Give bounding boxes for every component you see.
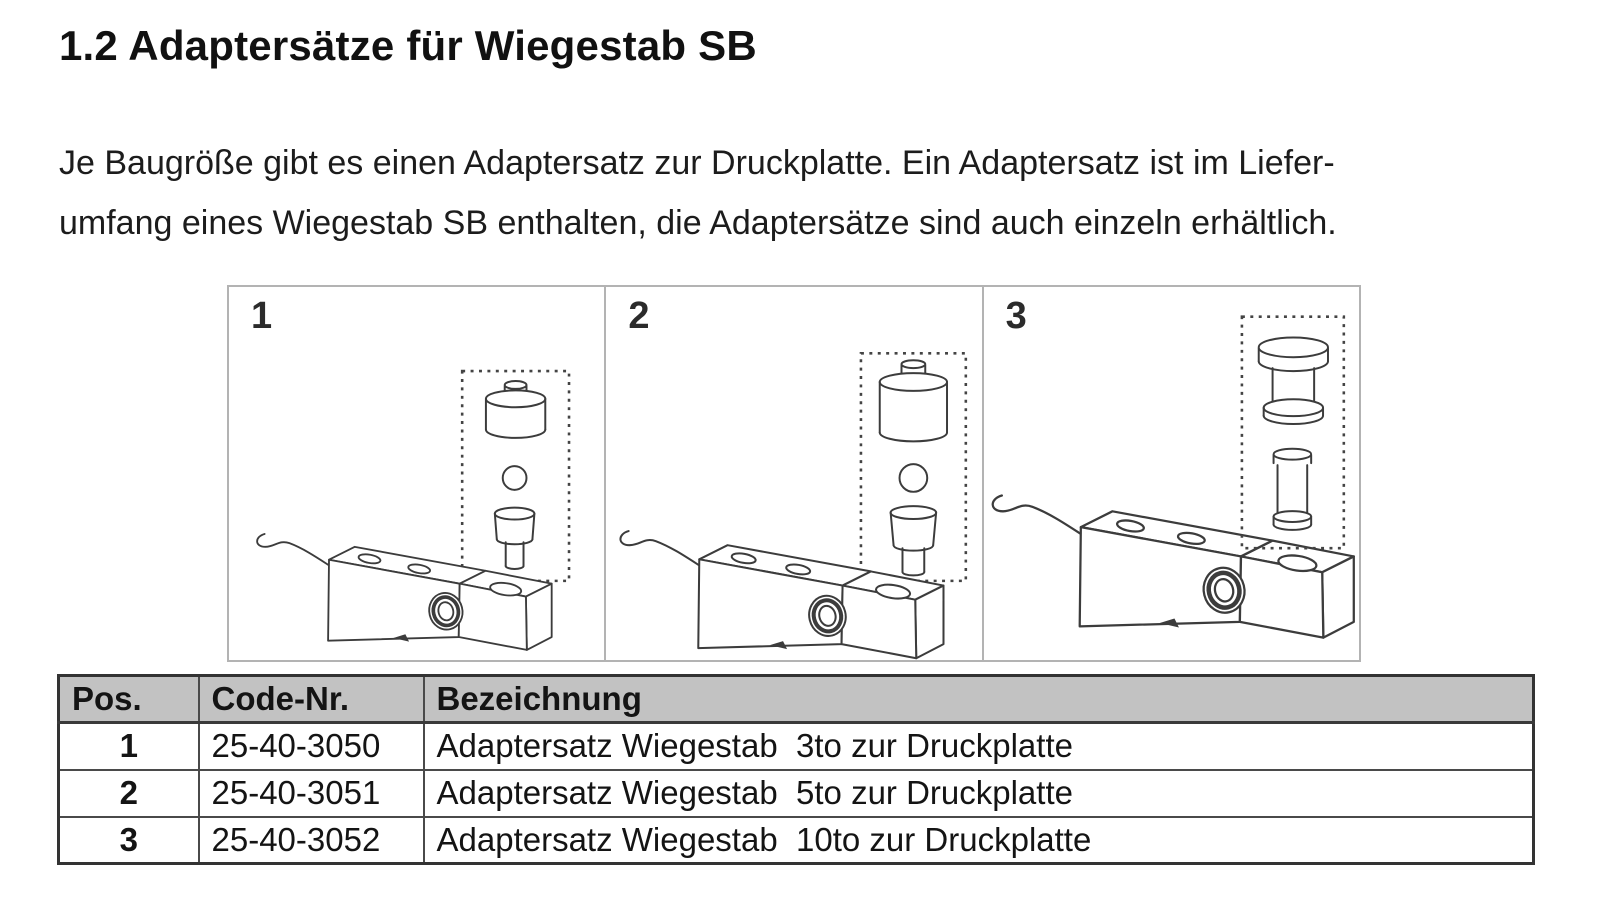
load-cell-drawing-2 — [606, 287, 981, 660]
paragraph-line: umfang eines Wiegestab SB enthalten, die Adaptersätze sind auch einzeln erhältlich. — [59, 204, 1337, 242]
load-cell-drawing-1 — [229, 287, 604, 660]
section-heading: 1.2 Adaptersätze für Wiegestab SB — [59, 22, 757, 69]
figure-panel-2 — [604, 287, 981, 660]
mushroom-cap-disc — [1258, 337, 1327, 357]
panel-number: 2 — [628, 295, 650, 337]
code-value: 25-40-3052 — [199, 817, 424, 864]
panel-number: 3 — [1005, 295, 1027, 337]
pos-value: 3 — [59, 817, 199, 864]
load-button-knob — [505, 381, 527, 389]
header-code: Code-Nr. — [199, 676, 424, 723]
pos-value: 2 — [59, 770, 199, 817]
spool-top-rim — [1273, 449, 1311, 460]
adapter-cup — [891, 506, 937, 519]
adapter-stem — [506, 542, 524, 566]
ball — [503, 466, 527, 490]
load-button-knob — [902, 360, 926, 368]
code-value: 25-40-3051 — [199, 770, 424, 817]
bezeichnung-value: Adaptersatz Wiegestab 5to zur Druckplatte — [424, 770, 1534, 817]
mushroom-base-flange — [1263, 399, 1322, 416]
spool-body — [1277, 465, 1307, 512]
load-cell-drawing-3 — [984, 287, 1359, 660]
load-button-cap — [880, 373, 947, 391]
adapter-parts-drawing — [1258, 337, 1327, 529]
table-row — [59, 817, 1534, 864]
adapter-stem — [903, 548, 925, 572]
header-bezeichnung: Bezeichnung — [424, 676, 1534, 723]
pos-value: 1 — [59, 723, 199, 770]
parts-table — [57, 674, 1535, 865]
figure-panel-1 — [229, 287, 604, 660]
load-cell-beam — [621, 531, 944, 658]
load-button-cap — [486, 390, 545, 407]
intro-paragraph — [59, 133, 1539, 253]
figure-panel-3 — [982, 287, 1359, 660]
panel-number: 1 — [251, 295, 273, 337]
bezeichnung-value: Adaptersatz Wiegestab 10to zur Druckplatte — [424, 817, 1534, 864]
table-header-row — [59, 676, 1534, 723]
ball — [900, 464, 928, 492]
header-pos: Pos. — [59, 676, 199, 723]
code-value: 25-40-3050 — [199, 723, 424, 770]
adapter-parts-drawing — [486, 381, 545, 569]
adapter-sets-figure — [227, 285, 1361, 662]
adapter-parts-drawing — [880, 360, 947, 575]
table-row — [59, 723, 1534, 770]
spool-bottom-rim — [1273, 511, 1311, 522]
adapter-cup — [495, 508, 535, 520]
bezeichnung-value: Adaptersatz Wiegestab 3to zur Druckplatte — [424, 723, 1534, 770]
load-cell-beam — [257, 534, 552, 650]
paragraph-line: Je Baugröße gibt es einen Adaptersatz zur Druckplatte. Ein Adaptersatz ist im Liefer- — [59, 144, 1335, 182]
table-row — [59, 770, 1534, 817]
